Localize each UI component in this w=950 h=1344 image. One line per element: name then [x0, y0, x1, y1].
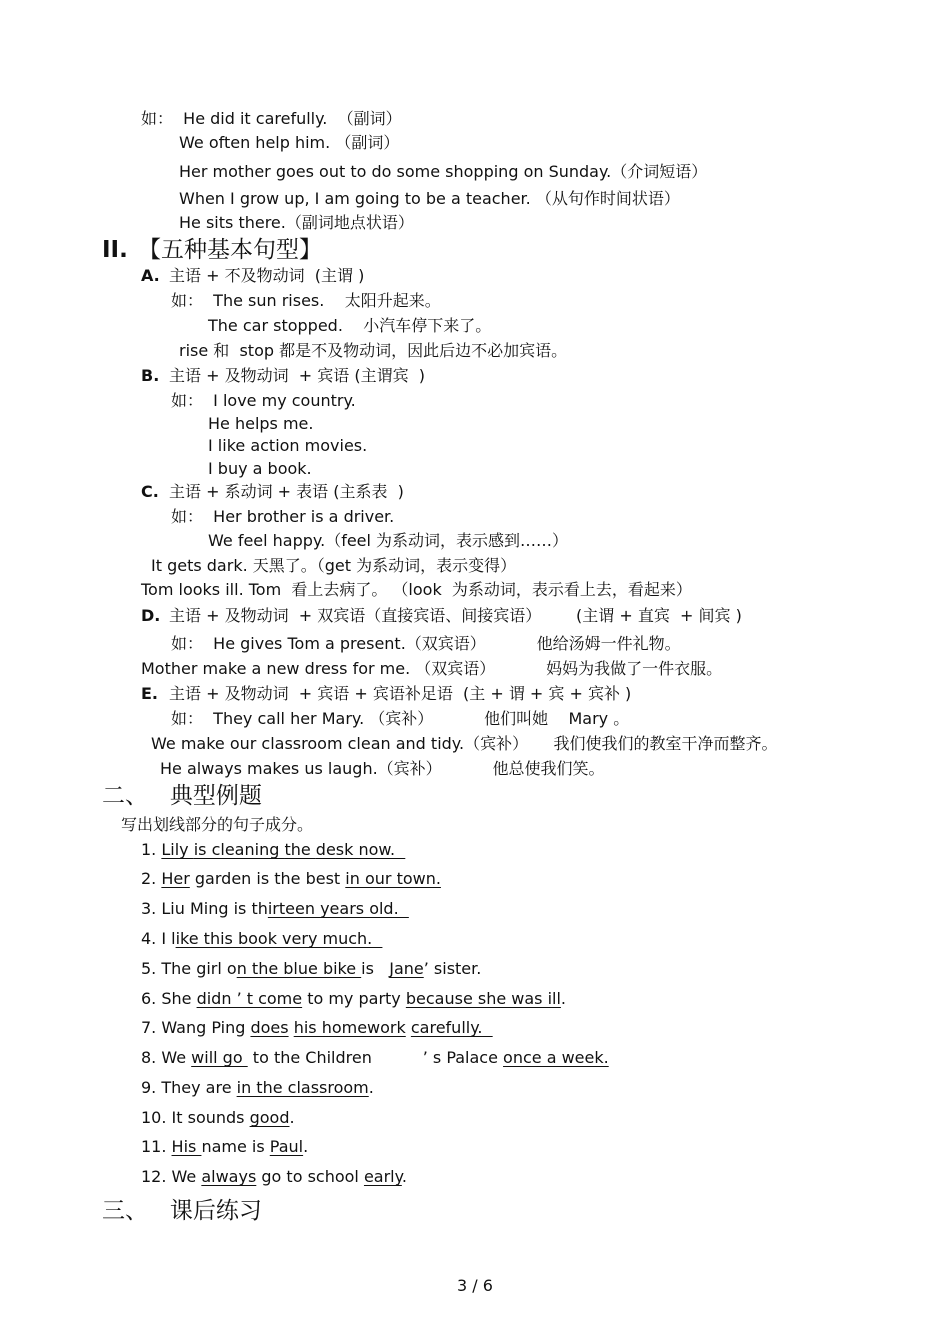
exercise-sentence: 1. Lily is cleaning the desk now.	[141, 840, 406, 859]
section-heading: 三、 课后练习	[102, 1198, 262, 1224]
example-line: It gets dark. 天黑了。（get 为系动词，表示变得）	[151, 556, 517, 575]
exercise-sentence: 6. She didn ’ t come to my party because she was ill.	[141, 989, 567, 1008]
exercise-sentence: 11. His name is Paul.	[141, 1137, 309, 1156]
example-line: Her mother goes out to do some shopping on Sunday.（介词短语）	[179, 162, 708, 181]
pattern-formula: 主语 + 及物动词 + 宾语 + 宾语补足语 (主 + 谓 + 宾 + 宾补 )	[169, 684, 632, 703]
pattern-label: C.	[141, 482, 159, 501]
exercise-sentence: 10. It sounds good.	[141, 1108, 295, 1127]
section-number: II.	[102, 237, 128, 263]
example-line: Tom looks ill. Tom 看上去病了。 （look 为系动词，表示看上去，看起来）	[141, 580, 692, 599]
pattern-formula: 主语 + 及物动词 + 宾语 (主谓宾 )	[169, 366, 425, 385]
exercise-sentence: 4. I like this book very much.	[141, 929, 383, 948]
example-line: 如： I love my country.	[171, 391, 356, 410]
exercise-sentence: 8. We will go to the Children ’ s Palace once a week.	[141, 1048, 609, 1067]
example-line: We feel happy.（feel 为系动词，表示感到……）	[208, 531, 569, 550]
example-line: We often help him. （副词）	[179, 133, 400, 152]
instruction: 写出划线部分的句子成分。	[121, 815, 314, 834]
exercise-sentence: 5. The girl on the blue bike is Jane’ sister.	[141, 959, 482, 978]
exercise-sentence: 12. We always go to school early.	[141, 1167, 407, 1186]
exercise-sentence: 2. Her garden is the best in our town.	[141, 869, 441, 888]
pattern-label: D.	[141, 606, 161, 625]
example-line: I like action movies.	[208, 436, 368, 455]
example-line: 如： He gives Tom a present.（双宾语） 他给汤姆一件礼物。	[171, 634, 681, 653]
example-line: 如： The sun rises. 太阳升起来。	[171, 291, 441, 310]
example-line: The car stopped. 小汽车停下来了。	[208, 316, 492, 335]
pattern-formula: 主语 + 不及物动词 (主谓 )	[169, 266, 365, 285]
example-line: He always makes us laugh.（宾补） 他总使我们笑。	[160, 759, 605, 778]
section-title: 【五种基本句型】	[138, 237, 322, 263]
example-line: 如： Her brother is a driver.	[171, 507, 395, 526]
example-line: When I grow up, I am going to be a teacher. （从句作时间状语）	[179, 189, 680, 208]
example-line: Mother make a new dress for me. （双宾语） 妈妈为我做了一件衣服。	[141, 659, 723, 678]
pattern-abbrev: (主谓 + 直宾 + 间宾 )	[576, 606, 742, 625]
pattern-label: B.	[141, 366, 160, 385]
pattern-label: A.	[141, 266, 160, 285]
example-line: 如： They call her Mary. （宾补） 他们叫她 Mary 。	[171, 709, 630, 728]
pattern-formula: 主语 + 及物动词 + 双宾语（直接宾语、间接宾语）	[169, 606, 542, 625]
section-heading: 二、 典型例题	[102, 783, 262, 809]
page-number: 3 / 6	[457, 1276, 493, 1295]
pattern-formula: 主语 + 系动词 + 表语 (主系表 )	[169, 482, 404, 501]
example-line: We make our classroom clean and tidy.（宾补） 我们使我们的教室干净而整齐。	[151, 734, 778, 753]
pattern-label: E.	[141, 684, 159, 703]
example-line: He helps me.	[208, 414, 314, 433]
example-line: I buy a book.	[208, 459, 312, 478]
exercise-sentence: 7. Wang Ping does his homework carefully.	[141, 1018, 493, 1037]
exercise-sentence: 9. They are in the classroom.	[141, 1078, 374, 1097]
note-line: rise 和 stop 都是不及物动词，因此后边不必加宾语。	[179, 341, 568, 360]
example-line: He sits there.（副词地点状语）	[179, 213, 414, 232]
example-line: 如： He did it carefully. （副词）	[141, 109, 402, 128]
exercise-sentence: 3. Liu Ming is thirteen years old.	[141, 899, 409, 918]
